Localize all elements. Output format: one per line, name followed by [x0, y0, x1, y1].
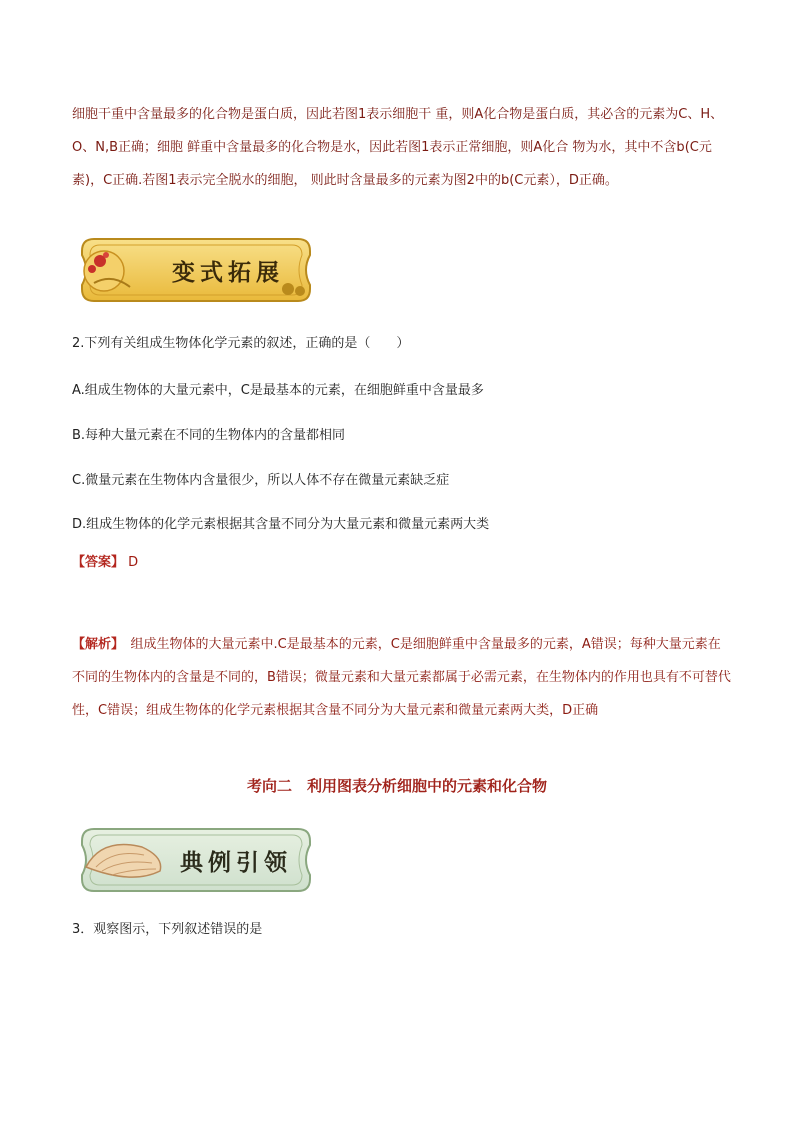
variant-extension-banner	[72, 233, 318, 307]
option-a: A.组成生物体的大量元素中，C是最基本的元素，在细胞鲜重中含量最多	[72, 383, 484, 398]
analysis-text: 组成生物体的大量元素中.C是最基本的元素，C是细胞鲜重中含量最多的元素，A错误；每种大量元素在不同的生物体内的含量是不同的，B错误；微量元素和大量元素都属于必需元素，在生物体内的作用也具有不可替代性，C错误；组成生物体的化学元素根据其含量不同分为大量元素和微量元素两大类，D正确	[72, 637, 731, 718]
answer-tag: 【答案】	[72, 555, 125, 570]
section-title: 考向二 利用图表分析细胞中的元素和化合物	[246, 777, 547, 795]
banner-label: 典例引领	[180, 848, 292, 876]
typical-example-banner	[72, 823, 318, 897]
analysis-paragraph	[72, 628, 732, 727]
analysis-tag: 【解析】	[72, 637, 118, 652]
answer-line	[72, 553, 138, 573]
option-c: C.微量元素在生物体内含量很少，所以人体不存在微量元素缺乏症	[72, 473, 450, 488]
option-b: B.每种大量元素在不同的生物体内的含量都相同	[72, 428, 346, 443]
question-3-stem: 3．观察图示，下列叙述错误的是	[72, 922, 263, 937]
answer-value: D	[128, 555, 139, 570]
banner-label: 变式拓展	[172, 258, 284, 286]
option-d: D.组成生物体的化学元素根据其含量不同分为大量元素和微量元素两大类	[72, 517, 490, 532]
question-2-stem: 2.下列有关组成生物体化学元素的叙述，正确的是（ ）	[72, 336, 410, 351]
explanation-paragraph-1: 细胞干重中含量最多的化合物是蛋白质，因此若图1表示细胞干 重，则A化合物是蛋白质，其必含的元素为C、H、O、N,B正确；细胞 鲜重中含量最多的化合物是水，因此若图1表示正常细胞，则A化合 物为水，其中不含b(C元素)，C正确.若图1表示完全脱水的细胞， 则此时含量最多的元素为图2中的b(C元素），D正确。	[72, 107, 724, 188]
